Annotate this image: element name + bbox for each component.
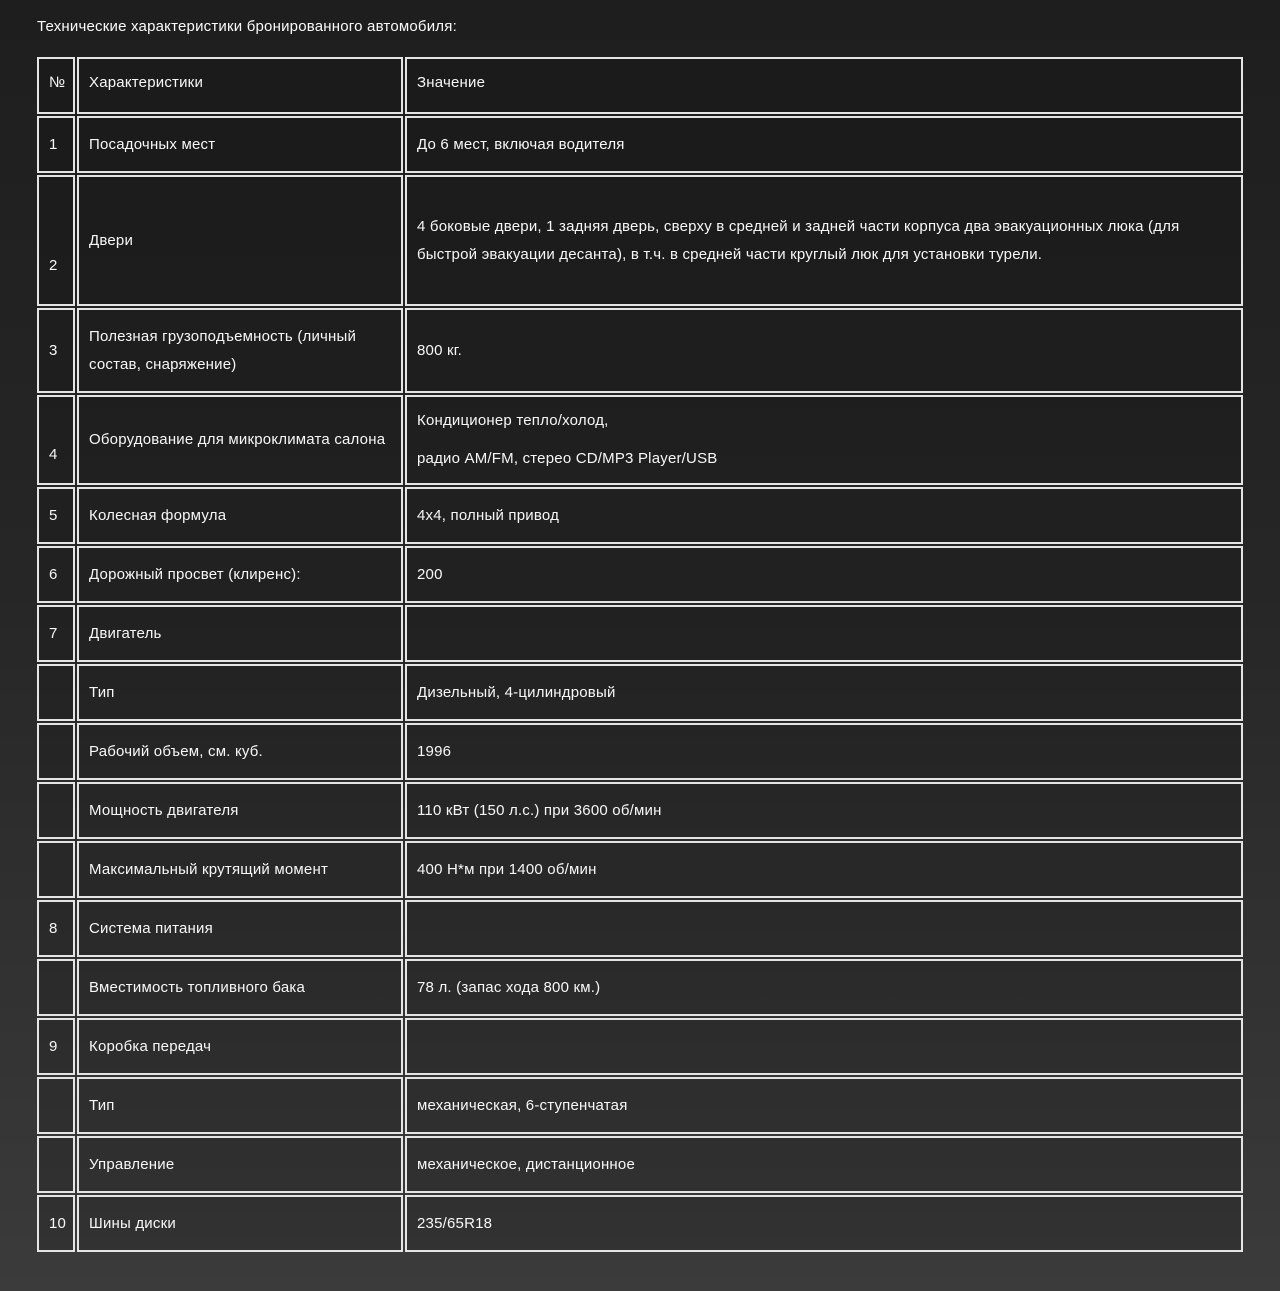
characteristic-cell [77,664,403,721]
row-number-cell [37,782,75,839]
characteristic-label: Вместимость топливного бака [89,978,306,996]
value-cell [405,664,1243,721]
row-number-cell [37,1195,75,1252]
table-row [37,959,1243,1016]
value-cell [405,900,1243,957]
value-text: 235/65R18 [417,1214,493,1232]
row-number: 7 [49,624,58,642]
characteristic-cell [77,1136,403,1193]
characteristic-cell [77,1077,403,1134]
characteristic-cell [77,116,403,173]
row-number-cell [37,175,75,306]
characteristic-label: Двигатель [89,624,162,642]
characteristic-label: Тип [89,683,115,701]
characteristic-cell [77,1018,403,1075]
table-header-row [37,57,1243,114]
value-cell [405,605,1243,662]
table-body [37,116,1243,1252]
value-text: радио AM/FM, стерео CD/MP3 Player/USB [417,450,718,467]
value-text: Кондиционер тепло/холод, [417,412,609,429]
row-number-cell [37,116,75,173]
value-text: 78 л. (запас хода 800 км.) [417,978,601,996]
table-row [37,841,1243,898]
characteristic-label: Управление [89,1155,175,1173]
value-cell [405,1077,1243,1134]
value-cell [405,546,1243,603]
characteristic-label: Дорожный просвет (клиренс): [89,565,301,583]
table-row [37,1077,1243,1134]
value-text: механическое, дистанционное [417,1155,635,1173]
characteristic-cell [77,900,403,957]
value-cell [405,1136,1243,1193]
value-cell [405,395,1243,485]
table-row [37,664,1243,721]
value-text: Дизельный, 4-цилиндровый [417,683,616,701]
characteristic-label: Полезная грузоподъемность (личный состав, снаряжение) [89,327,357,373]
characteristic-cell [77,723,403,780]
row-number-cell [37,546,75,603]
table-row [37,116,1243,173]
table-row [37,1018,1243,1075]
characteristic-cell [77,395,403,485]
value-text: 1996 [417,742,452,760]
value-cell [405,841,1243,898]
characteristic-label: Максимальный крутящий момент [89,860,329,878]
characteristic-cell [77,605,403,662]
characteristic-label: Шины диски [89,1214,176,1232]
characteristic-label: Колесная формула [89,506,227,524]
row-number-cell [37,1136,75,1193]
header-value-cell [405,57,1243,114]
characteristic-label: Система питания [89,919,213,937]
value-text: 200 [417,565,443,583]
value-cell [405,308,1243,393]
table-row [37,723,1243,780]
value-cell [405,959,1243,1016]
value-cell [405,487,1243,544]
table-row [37,546,1243,603]
value-text: 400 Н*м при 1400 об/мин [417,860,597,878]
row-number: 2 [49,257,58,274]
characteristic-label: Тип [89,1096,115,1114]
value-cell [405,175,1243,306]
characteristic-label: Оборудование для микроклимата салона [89,431,386,448]
table-row [37,1195,1243,1252]
table-row [37,175,1243,306]
row-number-cell [37,487,75,544]
table-row [37,395,1243,485]
characteristic-cell [77,308,403,393]
row-number-cell [37,900,75,957]
row-number-cell [37,841,75,898]
table-row [37,900,1243,957]
value-cell [405,1195,1243,1252]
value-text: 4х4, полный привод [417,506,560,524]
characteristic-label: Рабочий объем, см. куб. [89,742,263,760]
characteristic-cell [77,1195,403,1252]
row-number-cell [37,664,75,721]
value-cell [405,116,1243,173]
characteristic-label: Коробка передач [89,1037,212,1055]
row-number: 1 [49,135,58,153]
row-number-cell [37,605,75,662]
value-text: 4 боковые двери, 1 задняя дверь, сверху в средней и задней части корпуса два эвакуационных люка (для быстрой эвакуации десанта), в т.ч. в средней части круглый люк для установки турели. [417,217,1180,263]
row-number: 4 [49,446,58,463]
header-number-cell [37,57,75,114]
characteristic-cell [77,959,403,1016]
header-characteristic-cell [77,57,403,114]
row-number-cell [37,723,75,780]
row-number-cell [37,395,75,485]
value-text: До 6 мест, включая водителя [417,135,625,153]
value-cell [405,1018,1243,1075]
table-row [37,487,1243,544]
value-text: 800 кг. [417,341,462,359]
characteristic-cell [77,841,403,898]
row-number: 9 [49,1037,58,1055]
row-number: 10 [49,1214,67,1232]
characteristic-label: Двери [89,231,134,249]
row-number-cell [37,959,75,1016]
header-number-label: № [49,74,66,91]
page-title: Технические характеристики бронированного автомобиля: [37,18,457,35]
value-text: 110 кВт (150 л.с.) при 3600 об/мин [417,801,662,819]
table-row [37,782,1243,839]
table-row [37,605,1243,662]
characteristic-label: Мощность двигателя [89,801,239,819]
row-number: 3 [49,341,58,359]
header-value-label: Значение [417,74,486,91]
row-number-cell [37,308,75,393]
value-text: механическая, 6-ступенчатая [417,1096,628,1114]
characteristic-cell [77,782,403,839]
characteristic-cell [77,546,403,603]
row-number: 6 [49,565,58,583]
table-row [37,308,1243,393]
row-number: 8 [49,919,58,937]
characteristic-cell [77,175,403,306]
row-number: 5 [49,506,58,524]
characteristic-label: Посадочных мест [89,135,216,153]
table-row [37,1136,1243,1193]
header-characteristic-label: Характеристики [89,74,204,91]
row-number-cell [37,1077,75,1134]
value-cell [405,723,1243,780]
value-cell [405,782,1243,839]
characteristic-cell [77,487,403,544]
row-number-cell [37,1018,75,1075]
specs-table [37,57,1243,1252]
